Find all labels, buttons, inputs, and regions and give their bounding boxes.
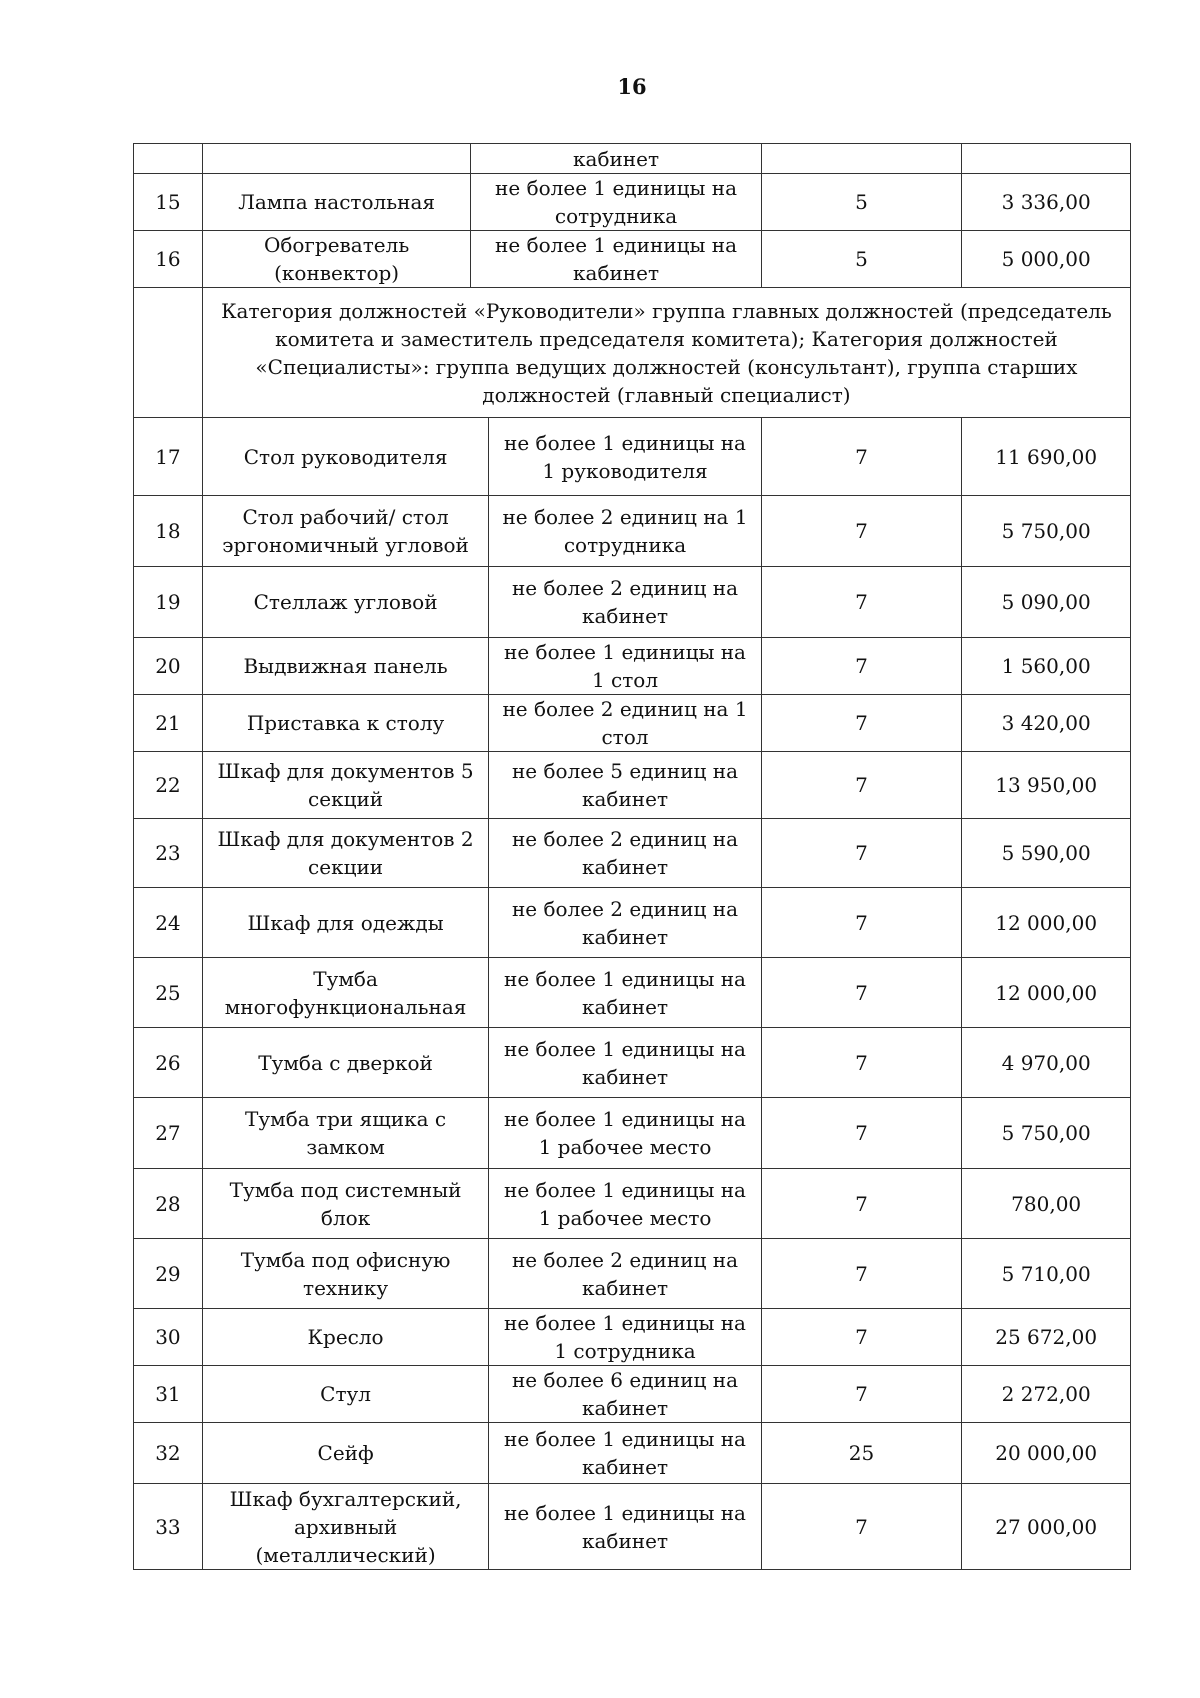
table-row — [134, 1365, 1130, 1422]
quantity-norm: не более 6 единиц на кабинет — [488, 1366, 760, 1422]
quantity-norm: не более 1 единицы на кабинет — [488, 1028, 760, 1097]
quantity-norm: не более 1 единицы на кабинет — [488, 1423, 760, 1483]
item-name: Стол руководителя — [202, 418, 488, 495]
row-number: 15 — [155, 190, 181, 214]
price: 25 672,00 — [961, 1309, 1130, 1365]
table-row — [134, 1027, 1130, 1097]
item-name — [202, 144, 470, 173]
quantity-norm: не более 1 единицы на 1 стол — [488, 638, 760, 694]
price: 5 000,00 — [961, 231, 1130, 287]
quantity-norm: не более 1 единицы на кабинет — [488, 958, 760, 1027]
item-name: Лампа настольная — [202, 174, 470, 230]
service-life: 7 — [761, 1366, 962, 1422]
table-row — [134, 694, 1130, 751]
row-number: 25 — [155, 980, 181, 1005]
price: 5 750,00 — [961, 1098, 1130, 1168]
price: 2 272,00 — [961, 1366, 1130, 1422]
quantity-norm: не более 2 единиц на кабинет — [488, 819, 760, 887]
table-row — [134, 144, 1130, 173]
price: 5 090,00 — [961, 567, 1130, 637]
item-name: Стол рабочий/ стол эргономичный угловой — [202, 496, 488, 566]
service-life: 7 — [761, 958, 962, 1027]
item-name: Стул — [202, 1366, 488, 1422]
furniture-table — [133, 143, 1131, 1570]
table-row — [134, 887, 1130, 957]
row-number: 22 — [155, 773, 181, 797]
row-number: 24 — [155, 910, 181, 935]
item-name: Шкаф для документов 2 секции — [202, 819, 488, 887]
service-life: 7 — [761, 752, 962, 818]
row-number: 31 — [155, 1382, 181, 1406]
quantity-norm: не более 2 единиц на 1 стол — [488, 695, 760, 751]
row-number: 19 — [155, 590, 181, 614]
table-row — [134, 1168, 1130, 1238]
table-row — [134, 637, 1130, 694]
item-name: Выдвижная панель — [202, 638, 488, 694]
quantity-norm: не более 1 единицы на кабинет — [470, 231, 760, 287]
row-number: 32 — [155, 1441, 181, 1465]
service-life: 5 — [761, 174, 962, 230]
price: 13 950,00 — [961, 752, 1130, 818]
service-life: 7 — [761, 888, 962, 957]
table-row — [134, 751, 1130, 818]
price: 5 590,00 — [961, 819, 1130, 887]
item-name: Тумба под системный блок — [202, 1169, 488, 1238]
item-name: Тумба с дверкой — [202, 1028, 488, 1097]
service-life: 7 — [761, 1484, 962, 1569]
table-row — [134, 417, 1130, 495]
service-life: 7 — [761, 1239, 962, 1308]
quantity-norm: кабинет — [470, 144, 760, 173]
quantity-norm: не более 5 единиц на кабинет — [488, 752, 760, 818]
row-number: 29 — [155, 1261, 181, 1286]
item-name: Кресло — [202, 1309, 488, 1365]
row-number: 27 — [155, 1121, 181, 1145]
service-life: 7 — [761, 1028, 962, 1097]
price: 4 970,00 — [961, 1028, 1130, 1097]
item-name: Приставка к столу — [202, 695, 488, 751]
service-life: 7 — [761, 1309, 962, 1365]
item-name: Шкаф для одежды — [202, 888, 488, 957]
price: 780,00 — [961, 1169, 1130, 1238]
category-blank-cell — [134, 288, 202, 417]
price: 3 420,00 — [961, 695, 1130, 751]
table-row — [134, 1308, 1130, 1365]
quantity-norm: не более 1 единицы на 1 руководителя — [488, 418, 760, 495]
quantity-norm: не более 2 единиц на кабинет — [488, 888, 760, 957]
row-number: 26 — [155, 1050, 181, 1075]
service-life: 7 — [761, 1098, 962, 1168]
category-row — [134, 287, 1130, 417]
price: 12 000,00 — [961, 958, 1130, 1027]
table-row — [134, 1097, 1130, 1168]
row-number: 18 — [155, 519, 181, 543]
table-row — [134, 957, 1130, 1027]
service-life: 7 — [761, 695, 962, 751]
row-number — [134, 144, 202, 173]
table-row — [134, 818, 1130, 887]
service-life: 7 — [761, 496, 962, 566]
item-name: Тумба под офисную технику — [202, 1239, 488, 1308]
price: 5 710,00 — [961, 1239, 1130, 1308]
service-life: 7 — [761, 1169, 962, 1238]
service-life: 25 — [761, 1423, 962, 1483]
row-number: 33 — [155, 1514, 181, 1539]
row-number: 21 — [155, 711, 181, 735]
price: 27 000,00 — [961, 1484, 1130, 1569]
table-row — [134, 566, 1130, 637]
item-name: Шкаф бухгалтерский, архивный (металлический) — [202, 1484, 488, 1569]
quantity-norm: не более 1 единицы на кабинет — [488, 1484, 760, 1569]
row-number: 20 — [155, 654, 181, 678]
table-row — [134, 1422, 1130, 1483]
service-life: 7 — [761, 418, 962, 495]
price: 1 560,00 — [961, 638, 1130, 694]
item-name: Сейф — [202, 1423, 488, 1483]
row-number: 23 — [155, 841, 181, 865]
price: 20 000,00 — [961, 1423, 1130, 1483]
row-number: 16 — [155, 247, 181, 271]
item-name: Тумба многофункциональная — [202, 958, 488, 1027]
service-life: 7 — [761, 638, 962, 694]
service-life — [761, 144, 962, 173]
quantity-norm: не более 1 единицы на 1 рабочее место — [488, 1098, 760, 1168]
row-number: 30 — [155, 1325, 181, 1349]
price: 5 750,00 — [961, 496, 1130, 566]
table-row — [134, 230, 1130, 287]
row-number: 28 — [155, 1191, 181, 1216]
price: 11 690,00 — [961, 418, 1130, 495]
service-life: 7 — [761, 567, 962, 637]
quantity-norm: не более 1 единицы на 1 сотрудника — [488, 1309, 760, 1365]
table-row — [134, 173, 1130, 230]
item-name: Шкаф для документов 5 секций — [202, 752, 488, 818]
category-text: Категория должностей «Руководители» группа главных должностей (председатель комитета и заместитель председателя комитета); Категория должностей «Специалисты»: группа ведущих должностей (консультант), группа старших должностей (главный специалист) — [202, 288, 1130, 417]
price — [961, 144, 1130, 173]
quantity-norm: не более 2 единиц на 1 сотрудника — [488, 496, 760, 566]
quantity-norm: не более 1 единицы на сотрудника — [470, 174, 760, 230]
table-row — [134, 1483, 1130, 1569]
price: 3 336,00 — [961, 174, 1130, 230]
table-row — [134, 495, 1130, 566]
price: 12 000,00 — [961, 888, 1130, 957]
row-number: 17 — [155, 444, 181, 469]
service-life: 5 — [761, 231, 962, 287]
quantity-norm: не более 2 единиц на кабинет — [488, 1239, 760, 1308]
page-number: 16 — [617, 74, 647, 99]
quantity-norm: не более 1 единицы на 1 рабочее место — [488, 1169, 760, 1238]
quantity-norm: не более 2 единиц на кабинет — [488, 567, 760, 637]
service-life: 7 — [761, 819, 962, 887]
item-name: Тумба три ящика с замком — [202, 1098, 488, 1168]
table-row — [134, 1238, 1130, 1308]
item-name: Обогреватель (конвектор) — [202, 231, 470, 287]
item-name: Стеллаж угловой — [202, 567, 488, 637]
